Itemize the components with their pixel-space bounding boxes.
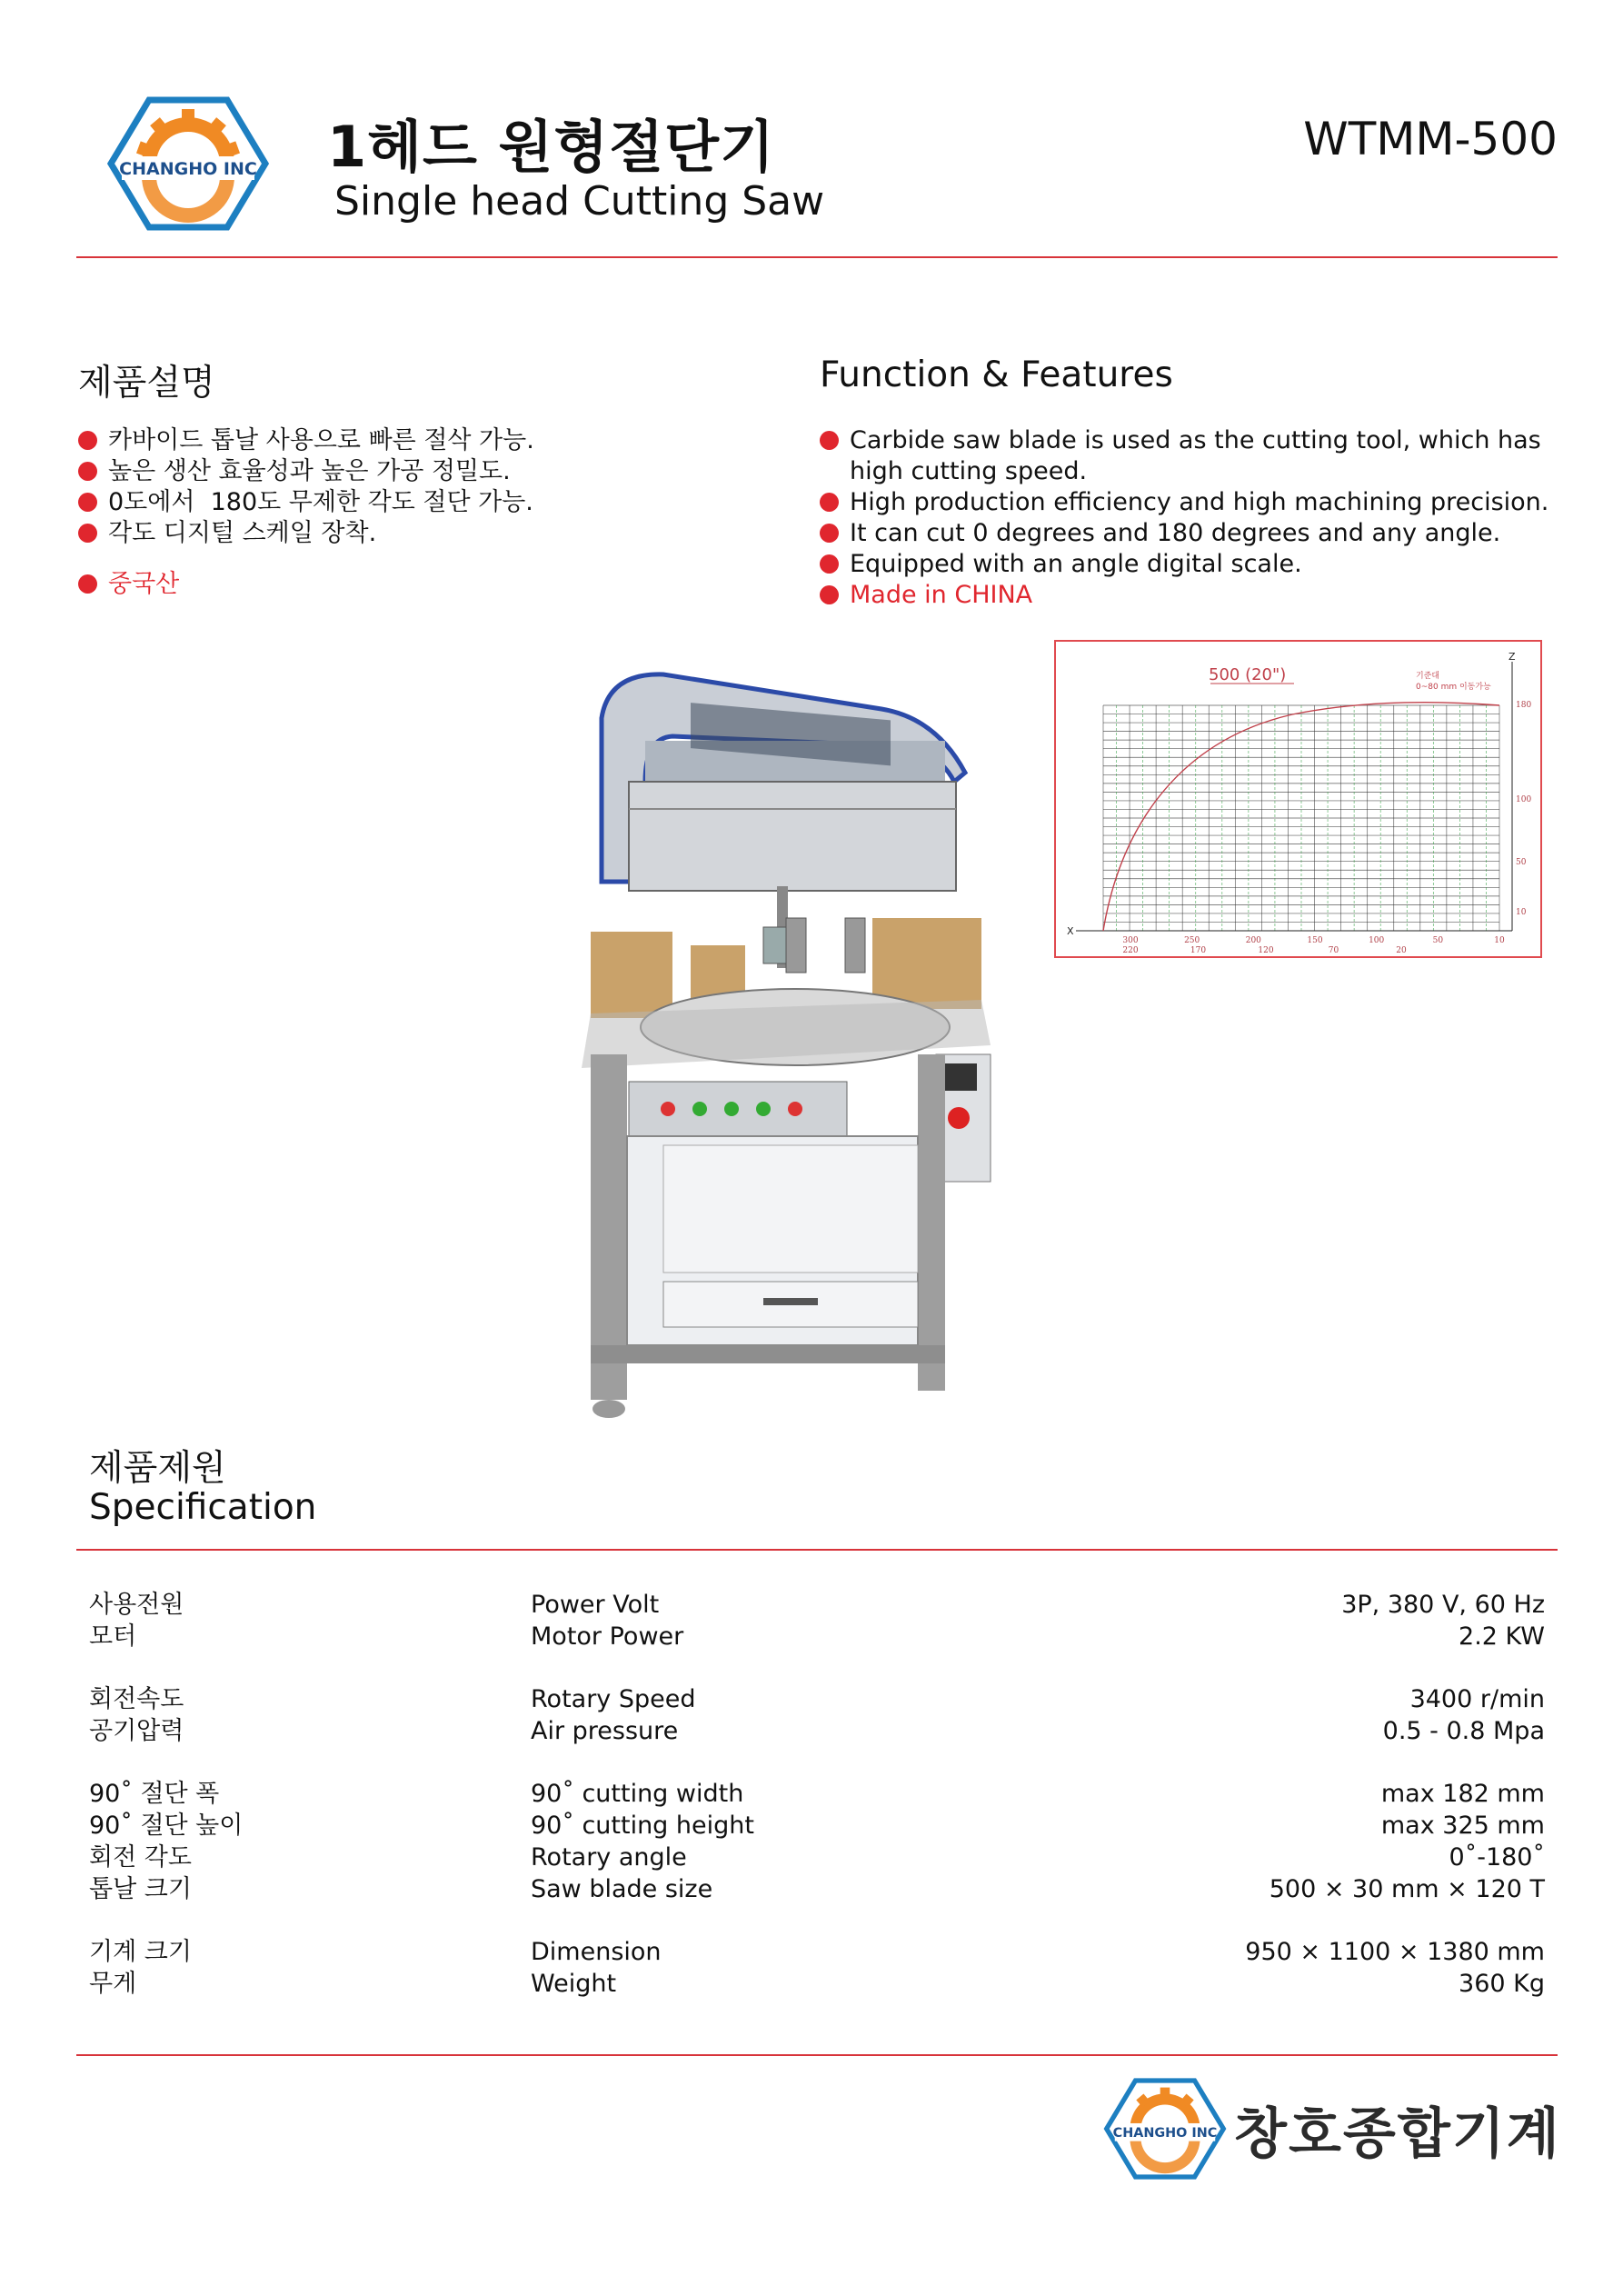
logo-text: CHANGHO INC	[119, 159, 257, 179]
note-label: 0~80 mm 이동가능	[1416, 683, 1491, 692]
spec-row	[89, 1842, 1545, 1873]
x-tick-label: 50	[1432, 936, 1444, 945]
x-tick-label: 220	[1122, 946, 1139, 955]
spec-label-english: Power Volt	[531, 1591, 660, 1619]
header-divider	[76, 256, 1558, 258]
spec-row	[89, 1936, 1545, 1968]
origin-korean: 중국산	[78, 569, 769, 600]
spec-label-english: Motor Power	[531, 1622, 684, 1651]
page-title-english: Single head Cutting Saw	[334, 178, 825, 225]
list-item: 0도에서 180도 무제한 각도 절단 가능.	[78, 487, 769, 518]
spec-label-korean: 톱날 크기	[89, 1875, 192, 1903]
footer-logo-text: CHANGHO INC	[1112, 2126, 1218, 2141]
spec-row	[89, 1715, 1545, 1747]
spec-label-english: Saw blade size	[531, 1875, 713, 1903]
bullet-icon	[78, 431, 97, 450]
spec-label-english: Dimension	[531, 1938, 662, 1966]
bullet-icon	[820, 585, 839, 604]
spec-value: 3P, 380 V, 60 Hz	[1341, 1591, 1545, 1619]
z-axis-label: Z	[1508, 651, 1516, 663]
x-tick-label: 150	[1307, 936, 1323, 945]
note-label: 기준대	[1416, 672, 1440, 681]
spec-heading-korean: 제품제원	[89, 1448, 226, 1489]
features-heading-english: Function & Features	[820, 354, 1173, 395]
x-tick-label: 120	[1258, 946, 1274, 955]
x-tick-label: 70	[1328, 946, 1339, 955]
spec-label-korean: 90˚ 절단 폭	[89, 1780, 220, 1808]
spec-label-english: 90˚ cutting height	[531, 1812, 754, 1840]
spec-label-korean: 무게	[89, 1970, 137, 1998]
z-tick-label: 10	[1516, 908, 1527, 917]
list-item: It can cut 0 degrees and 180 degrees and any angle.	[820, 518, 1556, 549]
spec-value: 950 × 1100 × 1380 mm	[1245, 1938, 1545, 1966]
spec-label-english: 90˚ cutting width	[531, 1780, 744, 1808]
x-tick-label: 20	[1396, 946, 1407, 955]
model-number: WTMM-500	[1303, 113, 1558, 165]
spec-row	[89, 1873, 1545, 1905]
spec-label-korean: 회전 각도	[89, 1843, 192, 1872]
spec-heading-english: Specification	[89, 1487, 317, 1528]
bullet-icon	[78, 524, 97, 543]
z-tick-label: 50	[1516, 858, 1527, 867]
spec-divider	[76, 1549, 1558, 1551]
spec-value: 0˚-180˚	[1449, 1843, 1545, 1872]
spec-label-korean: 사용전원	[89, 1591, 184, 1619]
z-tick-label: 100	[1516, 795, 1532, 804]
x-tick-label: 100	[1369, 936, 1385, 945]
list-item: Carbide saw blade is used as the cutting tool, which has high cutting speed.	[820, 425, 1556, 487]
features-list-english	[820, 425, 1556, 611]
x-tick-label: 10	[1494, 936, 1505, 945]
spec-value: max 325 mm	[1380, 1812, 1545, 1840]
list-item: High production efficiency and high machining precision.	[820, 487, 1556, 518]
list-item: 카바이드 톱날 사용으로 빠른 절삭 가능.	[78, 425, 769, 456]
changho-logo	[107, 96, 269, 231]
bullet-icon	[78, 493, 97, 512]
spec-value: 2.2 KW	[1459, 1622, 1545, 1651]
x-tick-label: 170	[1190, 946, 1207, 955]
spec-row	[89, 1968, 1545, 2000]
spec-label-english: Rotary angle	[531, 1843, 687, 1872]
spec-table	[89, 1589, 1545, 2031]
spec-label-english: Air pressure	[531, 1717, 679, 1745]
spec-label-korean: 90˚ 절단 높이	[89, 1812, 244, 1840]
features-list-korean	[78, 425, 769, 600]
x-axis-label: X	[1067, 925, 1074, 937]
spec-value: 500 × 30 mm × 120 T	[1269, 1875, 1545, 1903]
machine-photo	[554, 654, 1027, 1427]
spec-label-korean: 기계 크기	[89, 1938, 192, 1966]
bullet-icon	[820, 493, 839, 512]
cutting-range-diagram	[1054, 640, 1542, 958]
list-item: Equipped with an angle digital scale.	[820, 549, 1556, 580]
footer-divider	[76, 2054, 1558, 2056]
z-tick-label: 180	[1516, 701, 1532, 710]
bullet-icon	[820, 554, 839, 574]
spec-row	[89, 1621, 1545, 1652]
spec-value: 360 Kg	[1459, 1970, 1545, 1998]
company-name: 창호종합기계	[1234, 2102, 1561, 2166]
list-item: 높은 생산 효율성과 높은 가공 정밀도.	[78, 456, 769, 487]
spec-label-korean: 회전속도	[89, 1685, 184, 1713]
x-tick-label: 300	[1122, 936, 1139, 945]
bullet-icon	[78, 574, 97, 594]
x-tick-label: 200	[1245, 936, 1261, 945]
spec-row	[89, 1778, 1545, 1810]
spec-label-korean: 공기압력	[89, 1717, 184, 1745]
spec-label-korean: 모터	[89, 1622, 137, 1651]
spec-row	[89, 1810, 1545, 1842]
spec-label-english: Rotary Speed	[531, 1685, 696, 1713]
spec-label-english: Weight	[531, 1970, 617, 1998]
list-item: 각도 디지털 스케일 장착.	[78, 518, 769, 549]
blade-size-label: 500 (20")	[1209, 665, 1287, 684]
spec-group	[89, 1589, 1545, 1652]
bullet-icon	[78, 462, 97, 481]
features-heading-korean: 제품설명	[78, 363, 215, 404]
spec-row	[89, 1589, 1545, 1621]
spec-group	[89, 1683, 1545, 1747]
changho-logo-footer	[1101, 2078, 1229, 2180]
spec-value: 3400 r/min	[1409, 1685, 1545, 1713]
origin-english: Made in CHINA	[820, 580, 1556, 611]
spec-value: max 182 mm	[1380, 1780, 1545, 1808]
spec-group	[89, 1936, 1545, 2000]
spec-row	[89, 1683, 1545, 1715]
spec-group	[89, 1778, 1545, 1905]
bullet-icon	[820, 524, 839, 543]
page-title-korean: 1헤드 원형절단기	[327, 114, 775, 180]
x-tick-label: 250	[1184, 936, 1200, 945]
spec-value: 0.5 - 0.8 Mpa	[1382, 1717, 1545, 1745]
bullet-icon	[820, 431, 839, 450]
